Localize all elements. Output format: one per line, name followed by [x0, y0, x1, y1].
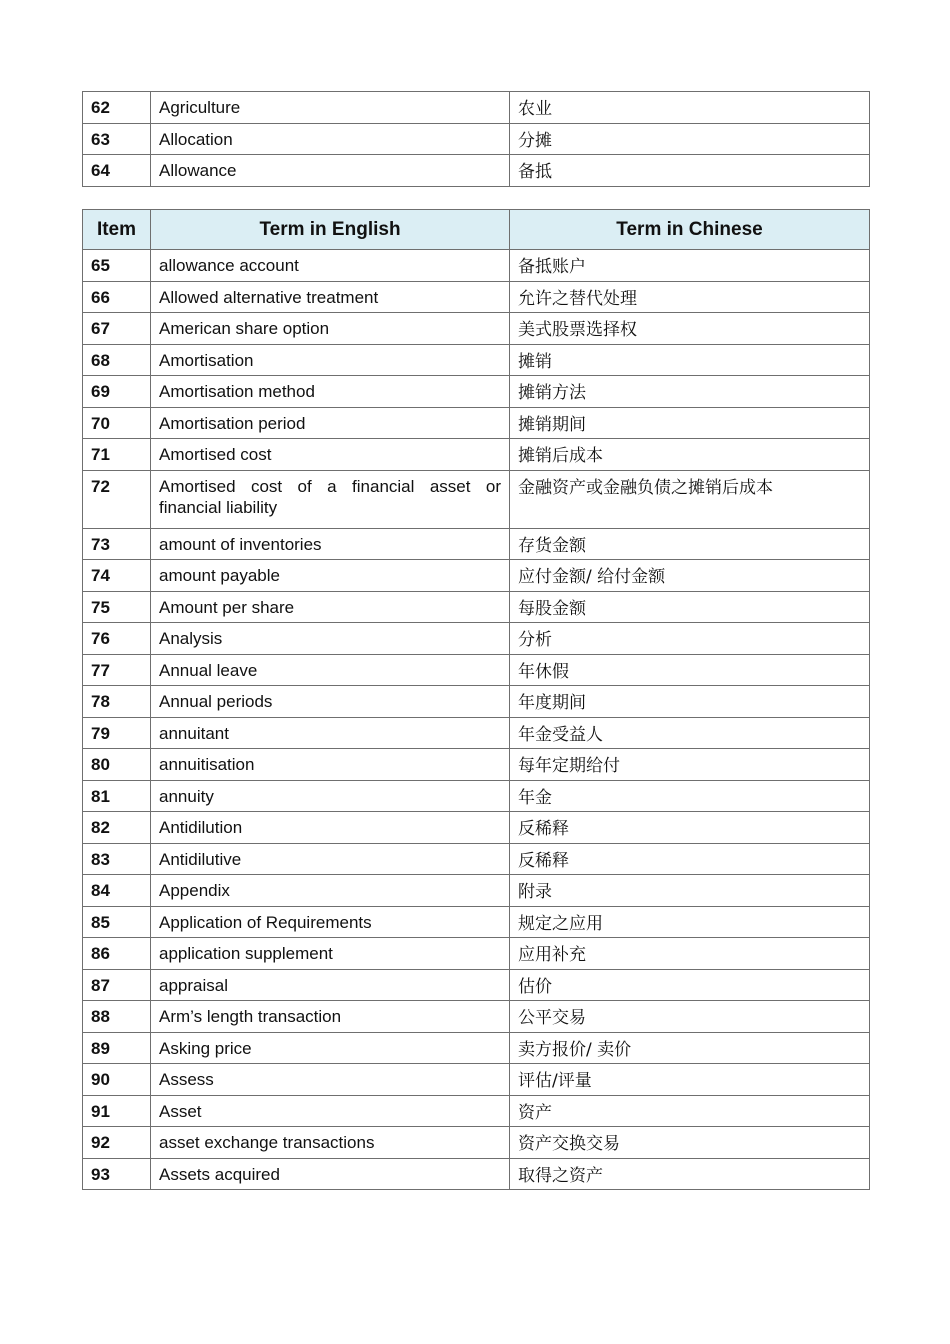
item-cell: 83: [83, 843, 151, 875]
table-row: [83, 528, 870, 560]
table-row: [83, 92, 870, 124]
item-cell: 77: [83, 654, 151, 686]
table-row: [83, 376, 870, 408]
table-row: [83, 969, 870, 1001]
table-row: [83, 812, 870, 844]
term-english-cell: amount payable: [151, 560, 510, 592]
term-english-cell: Antidilution: [151, 812, 510, 844]
glossary-body-continued: [83, 92, 870, 187]
table-row: [83, 1095, 870, 1127]
table-row: [83, 654, 870, 686]
term-chinese-cell: 年金: [510, 780, 870, 812]
table-row: [83, 1001, 870, 1033]
term-chinese-cell: 资产: [510, 1095, 870, 1127]
table-row: [83, 470, 870, 528]
term-english-cell: Amortisation period: [151, 407, 510, 439]
term-chinese-cell: 分摊: [510, 123, 870, 155]
table-row: [83, 1127, 870, 1159]
term-chinese-cell: 年休假: [510, 654, 870, 686]
term-english-cell: amount of inventories: [151, 528, 510, 560]
term-chinese-cell: 附录: [510, 875, 870, 907]
table-row: [83, 686, 870, 718]
term-chinese-cell: 规定之应用: [510, 906, 870, 938]
term-english-cell: annuitisation: [151, 749, 510, 781]
term-english-cell: Allowance: [151, 155, 510, 187]
table-row: [83, 313, 870, 345]
term-chinese-cell: 农业: [510, 92, 870, 124]
table-row: [83, 560, 870, 592]
term-chinese-cell: 备抵账户: [510, 250, 870, 282]
term-chinese-cell: 允许之替代处理: [510, 281, 870, 313]
term-english-cell: Allocation: [151, 123, 510, 155]
item-cell: 74: [83, 560, 151, 592]
term-english-cell: Application of Requirements: [151, 906, 510, 938]
table-row: [83, 938, 870, 970]
item-cell: 88: [83, 1001, 151, 1033]
header-item: Item: [83, 210, 151, 250]
term-chinese-cell: 备抵: [510, 155, 870, 187]
glossary-table-continued: [82, 91, 870, 187]
term-english-cell: Agriculture: [151, 92, 510, 124]
term-english-cell: Appendix: [151, 875, 510, 907]
table-row: [83, 250, 870, 282]
term-chinese-cell: 估价: [510, 969, 870, 1001]
table-row: [83, 1032, 870, 1064]
header-term-english: Term in English: [151, 210, 510, 250]
term-chinese-cell: 评估/评量: [510, 1064, 870, 1096]
term-english-cell: Amount per share: [151, 591, 510, 623]
term-chinese-cell: 摊销后成本: [510, 439, 870, 471]
term-chinese-cell: 年金受益人: [510, 717, 870, 749]
item-cell: 76: [83, 623, 151, 655]
item-cell: 71: [83, 439, 151, 471]
term-english-cell: Analysis: [151, 623, 510, 655]
table-row: [83, 1064, 870, 1096]
item-cell: 67: [83, 313, 151, 345]
item-cell: 68: [83, 344, 151, 376]
term-english-cell: Asking price: [151, 1032, 510, 1064]
term-english-cell: Assets acquired: [151, 1158, 510, 1190]
term-english-cell: Arm’s length transaction: [151, 1001, 510, 1033]
term-chinese-cell: 反稀释: [510, 843, 870, 875]
table-row: [83, 843, 870, 875]
item-cell: 62: [83, 92, 151, 124]
term-english-cell: Annual periods: [151, 686, 510, 718]
term-chinese-cell: 摊销方法: [510, 376, 870, 408]
table-row: [83, 407, 870, 439]
term-chinese-cell: 资产交换交易: [510, 1127, 870, 1159]
item-cell: 82: [83, 812, 151, 844]
term-chinese-cell: 应付金额/ 给付金额: [510, 560, 870, 592]
term-english-cell: Amortisation: [151, 344, 510, 376]
term-english-cell: asset exchange transactions: [151, 1127, 510, 1159]
table-header-row: [83, 210, 870, 250]
term-chinese-cell: 反稀释: [510, 812, 870, 844]
term-chinese-cell: 应用补充: [510, 938, 870, 970]
term-english-cell: Assess: [151, 1064, 510, 1096]
table-row: [83, 591, 870, 623]
term-chinese-cell: 摊销期间: [510, 407, 870, 439]
item-cell: 70: [83, 407, 151, 439]
table-row: [83, 155, 870, 187]
item-cell: 66: [83, 281, 151, 313]
table-row: [83, 875, 870, 907]
term-english-cell: Amortised cost of a financial asset or financial liability: [151, 470, 510, 528]
term-english-cell: application supplement: [151, 938, 510, 970]
table-row: [83, 344, 870, 376]
term-english-cell: annuitant: [151, 717, 510, 749]
term-english-cell: allowance account: [151, 250, 510, 282]
term-english-cell: annuity: [151, 780, 510, 812]
term-chinese-cell: 每股金额: [510, 591, 870, 623]
item-cell: 72: [83, 470, 151, 528]
item-cell: 87: [83, 969, 151, 1001]
item-cell: 78: [83, 686, 151, 718]
term-english-cell: Amortisation method: [151, 376, 510, 408]
term-english-cell: Allowed alternative treatment: [151, 281, 510, 313]
table-row: [83, 749, 870, 781]
item-cell: 65: [83, 250, 151, 282]
table-row: [83, 780, 870, 812]
item-cell: 85: [83, 906, 151, 938]
item-cell: 86: [83, 938, 151, 970]
term-english-cell: Asset: [151, 1095, 510, 1127]
term-english-cell: Annual leave: [151, 654, 510, 686]
table-row: [83, 439, 870, 471]
term-english-cell: American share option: [151, 313, 510, 345]
item-cell: 90: [83, 1064, 151, 1096]
item-cell: 89: [83, 1032, 151, 1064]
table-row: [83, 281, 870, 313]
term-chinese-cell: 年度期间: [510, 686, 870, 718]
table-row: [83, 717, 870, 749]
term-chinese-cell: 存货金额: [510, 528, 870, 560]
term-chinese-cell: 分析: [510, 623, 870, 655]
item-cell: 79: [83, 717, 151, 749]
term-chinese-cell: 金融资产或金融负债之摊销后成本: [510, 470, 870, 528]
term-chinese-cell: 卖方报价/ 卖价: [510, 1032, 870, 1064]
item-cell: 84: [83, 875, 151, 907]
item-cell: 64: [83, 155, 151, 187]
table-row: [83, 623, 870, 655]
term-english-cell: Amortised cost: [151, 439, 510, 471]
item-cell: 93: [83, 1158, 151, 1190]
header-term-chinese: Term in Chinese: [510, 210, 870, 250]
item-cell: 73: [83, 528, 151, 560]
term-chinese-cell: 公平交易: [510, 1001, 870, 1033]
item-cell: 92: [83, 1127, 151, 1159]
term-chinese-cell: 美式股票选择权: [510, 313, 870, 345]
term-chinese-cell: 摊销: [510, 344, 870, 376]
glossary-body: [83, 250, 870, 1190]
term-chinese-cell: 取得之资产: [510, 1158, 870, 1190]
item-cell: 81: [83, 780, 151, 812]
table-row: [83, 1158, 870, 1190]
glossary-table: [82, 209, 870, 1190]
item-cell: 91: [83, 1095, 151, 1127]
item-cell: 80: [83, 749, 151, 781]
table-row: [83, 906, 870, 938]
term-chinese-cell: 每年定期给付: [510, 749, 870, 781]
item-cell: 63: [83, 123, 151, 155]
term-english-cell: Antidilutive: [151, 843, 510, 875]
term-english-cell: appraisal: [151, 969, 510, 1001]
item-cell: 69: [83, 376, 151, 408]
table-row: [83, 123, 870, 155]
item-cell: 75: [83, 591, 151, 623]
